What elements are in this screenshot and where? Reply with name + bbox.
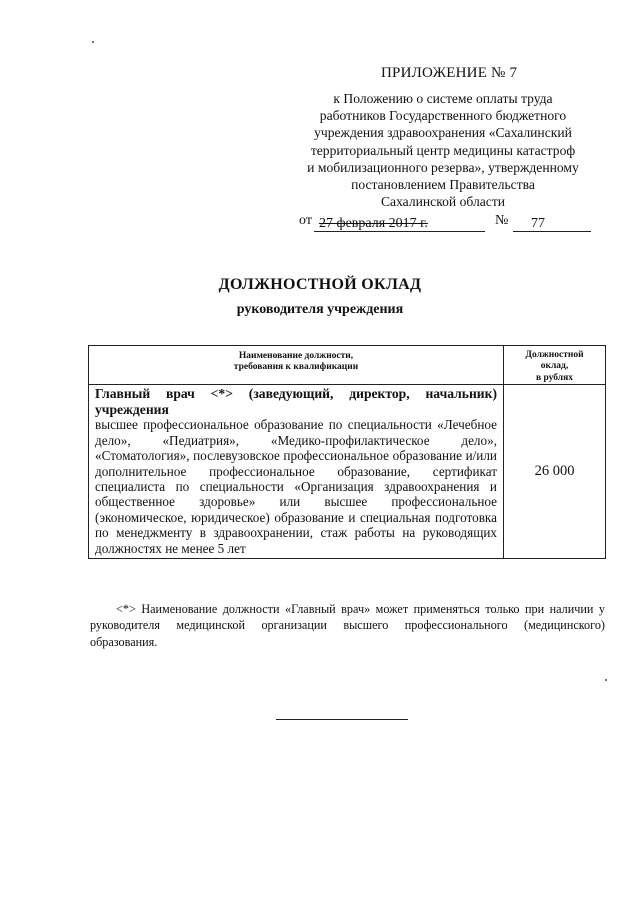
position-title: Главный врач <*> (заведующий, директор, начальник) учреждения: [95, 386, 497, 417]
appendix-line: и мобилизационного резерва», утвержденному: [307, 159, 579, 175]
salary-amount: 26 000: [534, 463, 575, 480]
closing-rule: [276, 719, 408, 720]
appendix-title: ПРИЛОЖЕНИЕ № 7: [381, 65, 518, 81]
document-subtitle: руководителя учреждения: [236, 302, 404, 317]
salary-table: [88, 345, 606, 559]
appendix-line: территориальный центр медицины катастроф: [310, 142, 576, 158]
appendix-line: Сахалинской области: [380, 194, 506, 210]
document-title: ДОЛЖНОСТНОЙ ОКЛАД: [218, 276, 422, 293]
resolution-number: 77: [531, 216, 545, 231]
header-cell-salary: [504, 346, 606, 385]
resolution-date: 27 февраля 2017 г.: [319, 216, 428, 231]
appendix-line: работников Государственного бюджетного: [319, 108, 567, 124]
qualification-requirements: высшее профессиональное образование по специальности «Лечебное дело», «Педиатрия», «Медико-профилактическое дело», «Стоматология», послевузовское профессиональное образование и/или дополнительное профессиональное образование, сертификат специалиста по специальности «Организация здравоохранения и общественное здоровье» или высшее профессиональное (экономическое, юридическое) образование и специальная подготовка по менеджменту в здравоохранении, стаж работы на руководящих должностях не менее 5 лет: [95, 417, 497, 556]
header-salary-line: в рублях: [535, 372, 574, 383]
header-position-line: Наименование должности,: [238, 351, 354, 361]
scan-speck: [605, 679, 607, 681]
scan-speck: [92, 41, 94, 43]
appendix-line: к Положению о системе оплаты труда: [333, 91, 553, 106]
appendix-line: постановлением Правительства: [351, 177, 535, 193]
number-underline: [513, 231, 591, 232]
header-salary-line: Должностной: [525, 350, 584, 360]
table-header-row: [89, 346, 606, 385]
header-requirements-line: требования к квалификации: [233, 362, 359, 373]
position-description-cell: [89, 385, 504, 559]
number-label: №: [495, 213, 509, 228]
appendix-reference: [282, 90, 604, 210]
salary-amount-cell: [504, 385, 606, 559]
date-prefix: от: [299, 213, 312, 228]
resolution-date-line: [299, 213, 599, 235]
appendix-line: учреждения здравоохранения «Сахалинский: [314, 125, 572, 141]
table-row: [89, 385, 606, 559]
header-salary-line: оклад,: [540, 361, 569, 372]
footnote: <*> Наименование должности «Главный врач» может применяться только при наличии у руководителя медицинской организации высшего профессионального (медицинского) образования.: [90, 602, 605, 649]
header-cell-position: [89, 346, 504, 385]
